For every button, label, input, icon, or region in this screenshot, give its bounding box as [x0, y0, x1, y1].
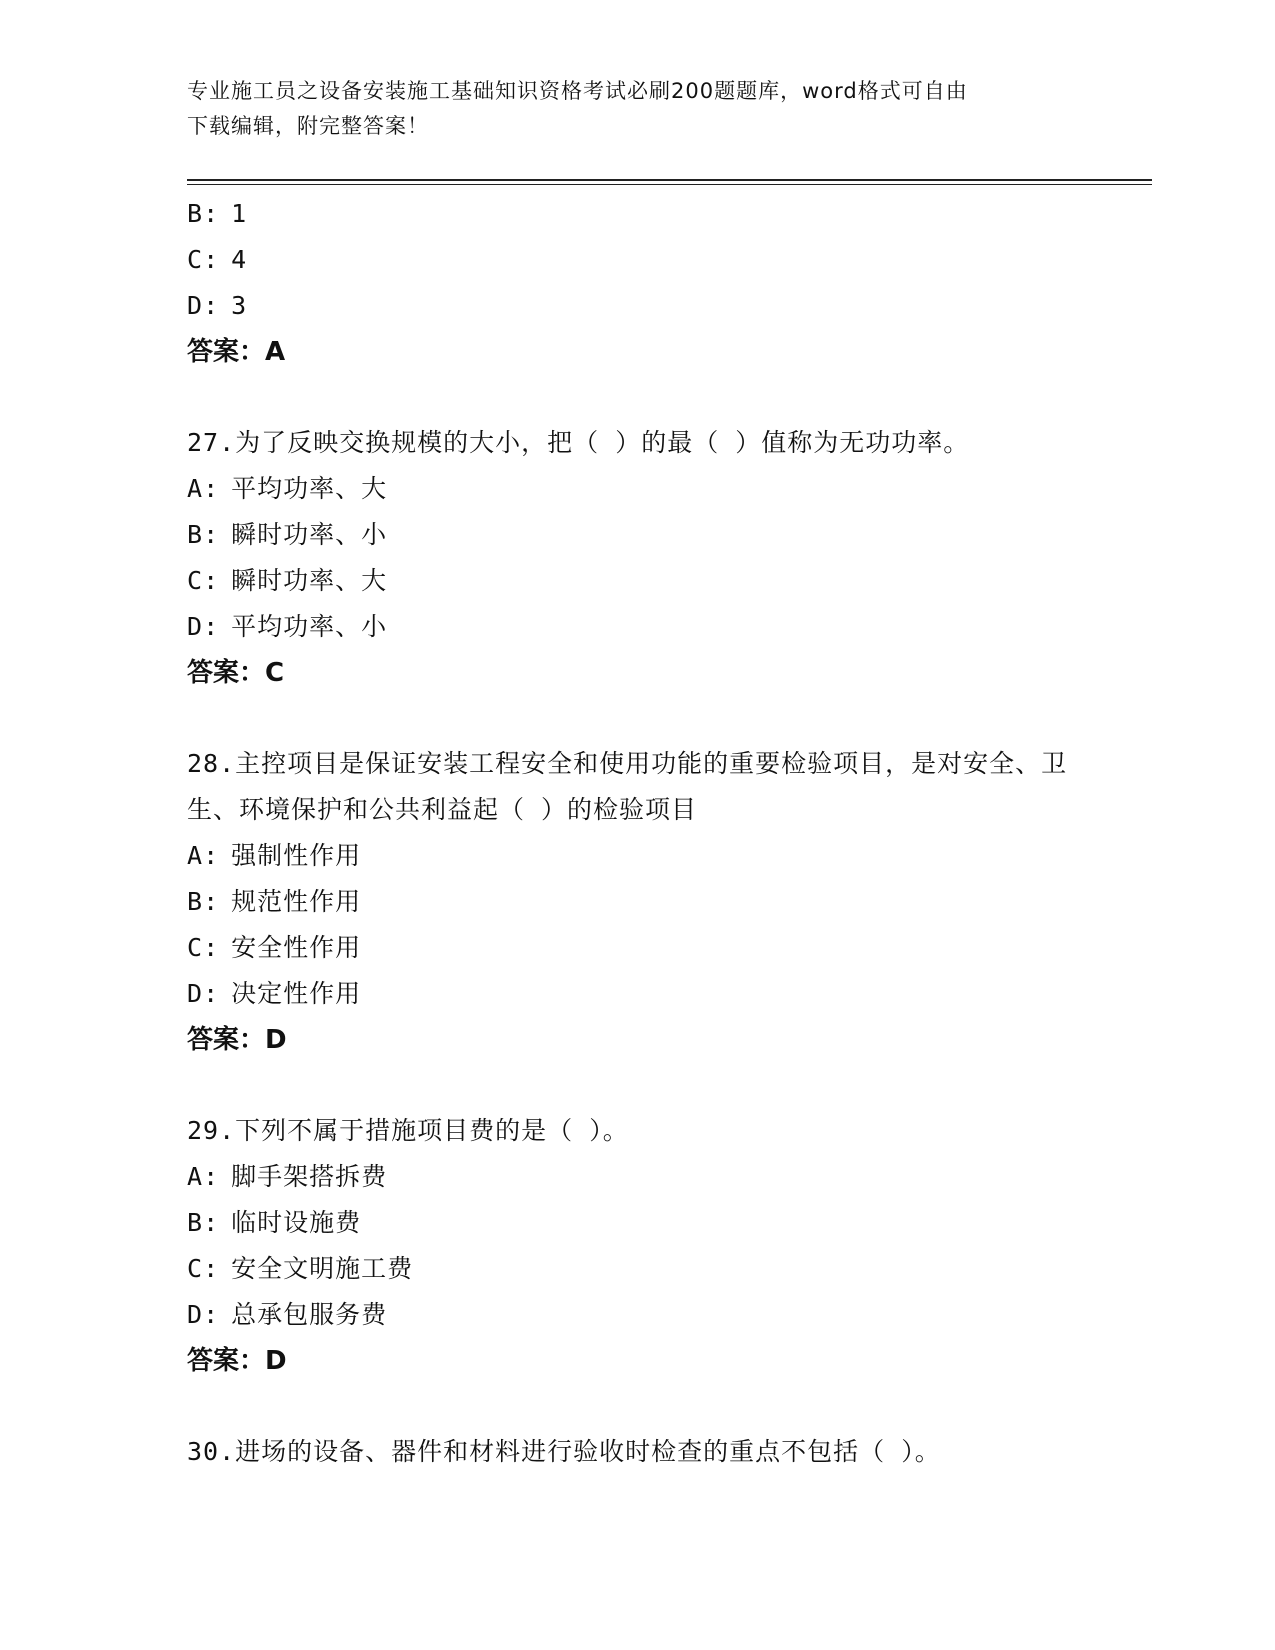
option-separator: :: [203, 474, 220, 503]
question-continued: [187, 191, 1087, 375]
option-separator: :: [203, 291, 220, 320]
option-b: [187, 512, 1087, 558]
option-value: 决定性作用: [231, 979, 362, 1008]
option-value: 4: [231, 245, 248, 274]
question-text: 27.为了反映交换规模的大小，把（ ）的最（ ）值称为无功功率。: [187, 428, 970, 457]
option-b: [187, 879, 1087, 925]
option-key: B: [187, 199, 204, 228]
option-key: A: [187, 474, 204, 503]
answer-line: 答案：A: [187, 337, 286, 367]
header-rule-thin: [187, 184, 1152, 185]
option-c: [187, 558, 1087, 604]
option-separator: :: [203, 1162, 220, 1191]
option-key: B: [187, 887, 204, 916]
option-value: 安全文明施工费: [231, 1254, 414, 1283]
option-separator: :: [203, 245, 220, 274]
option-separator: :: [203, 841, 220, 870]
question-text: 30.进场的设备、器件和材料进行验收时检查的重点不包括（ ）。: [187, 1437, 941, 1466]
option-separator: :: [203, 1254, 220, 1283]
question-28: [187, 741, 1087, 1063]
header-rule-thick: [187, 179, 1152, 181]
option-c: [187, 237, 1087, 283]
option-value: 瞬时功率、大: [231, 566, 388, 595]
option-key: B: [187, 520, 204, 549]
question-text: 29.下列不属于措施项目费的是（ ）。: [187, 1116, 629, 1145]
option-a: [187, 833, 1087, 879]
option-key: B: [187, 1208, 204, 1237]
header-line-2: 下载编辑，附完整答案！: [187, 114, 429, 138]
option-d: [187, 1292, 1087, 1338]
option-key: D: [187, 612, 204, 641]
option-value: 平均功率、大: [231, 474, 388, 503]
option-key: C: [187, 566, 204, 595]
option-b: [187, 191, 1087, 237]
answer-line: 答案：D: [187, 1346, 287, 1376]
question-27: [187, 420, 1087, 696]
answer-line: 答案：C: [187, 658, 285, 688]
answer-line: 答案：D: [187, 1025, 287, 1055]
option-d: [187, 971, 1087, 1017]
option-separator: :: [203, 1208, 220, 1237]
option-a: [187, 466, 1087, 512]
spacer: [187, 375, 1087, 420]
option-key: D: [187, 291, 204, 320]
spacer: [187, 1384, 1087, 1429]
question-29: [187, 1108, 1087, 1384]
option-d: [187, 283, 1087, 329]
option-key: C: [187, 933, 204, 962]
option-separator: :: [203, 887, 220, 916]
question-list: [187, 191, 1087, 1475]
option-separator: :: [203, 566, 220, 595]
option-separator: :: [203, 612, 220, 641]
option-value: 强制性作用: [231, 841, 362, 870]
option-b: [187, 1200, 1087, 1246]
option-value: 平均功率、小: [231, 612, 388, 641]
option-value: 脚手架搭拆费: [231, 1162, 388, 1191]
option-key: D: [187, 1300, 204, 1329]
option-value: 安全性作用: [231, 933, 362, 962]
option-separator: :: [203, 520, 220, 549]
option-key: D: [187, 979, 204, 1008]
page-header: [187, 74, 1077, 144]
option-separator: :: [203, 1300, 220, 1329]
spacer: [187, 696, 1087, 741]
option-separator: :: [203, 979, 220, 1008]
option-c: [187, 925, 1087, 971]
spacer: [187, 1063, 1087, 1108]
option-value: 总承包服务费: [231, 1300, 388, 1329]
header-line-1: 专业施工员之设备安装施工基础知识资格考试必刷200题题库，word格式可自由: [187, 79, 968, 103]
option-key: A: [187, 1162, 204, 1191]
question-30: [187, 1429, 1087, 1475]
question-text: 28.主控项目是保证安装工程安全和使用功能的重要检验项目，是对安全、卫生、环境保护和公共利益起（ ）的检验项目: [187, 749, 1068, 824]
option-value: 临时设施费: [231, 1208, 362, 1237]
option-d: [187, 604, 1087, 650]
option-separator: :: [203, 933, 220, 962]
option-key: A: [187, 841, 204, 870]
option-separator: :: [203, 199, 220, 228]
option-value: 规范性作用: [231, 887, 362, 916]
option-c: [187, 1246, 1087, 1292]
option-value: 3: [231, 291, 248, 320]
option-a: [187, 1154, 1087, 1200]
option-key: C: [187, 1254, 204, 1283]
option-value: 瞬时功率、小: [231, 520, 388, 549]
option-key: C: [187, 245, 204, 274]
option-value: 1: [231, 199, 248, 228]
